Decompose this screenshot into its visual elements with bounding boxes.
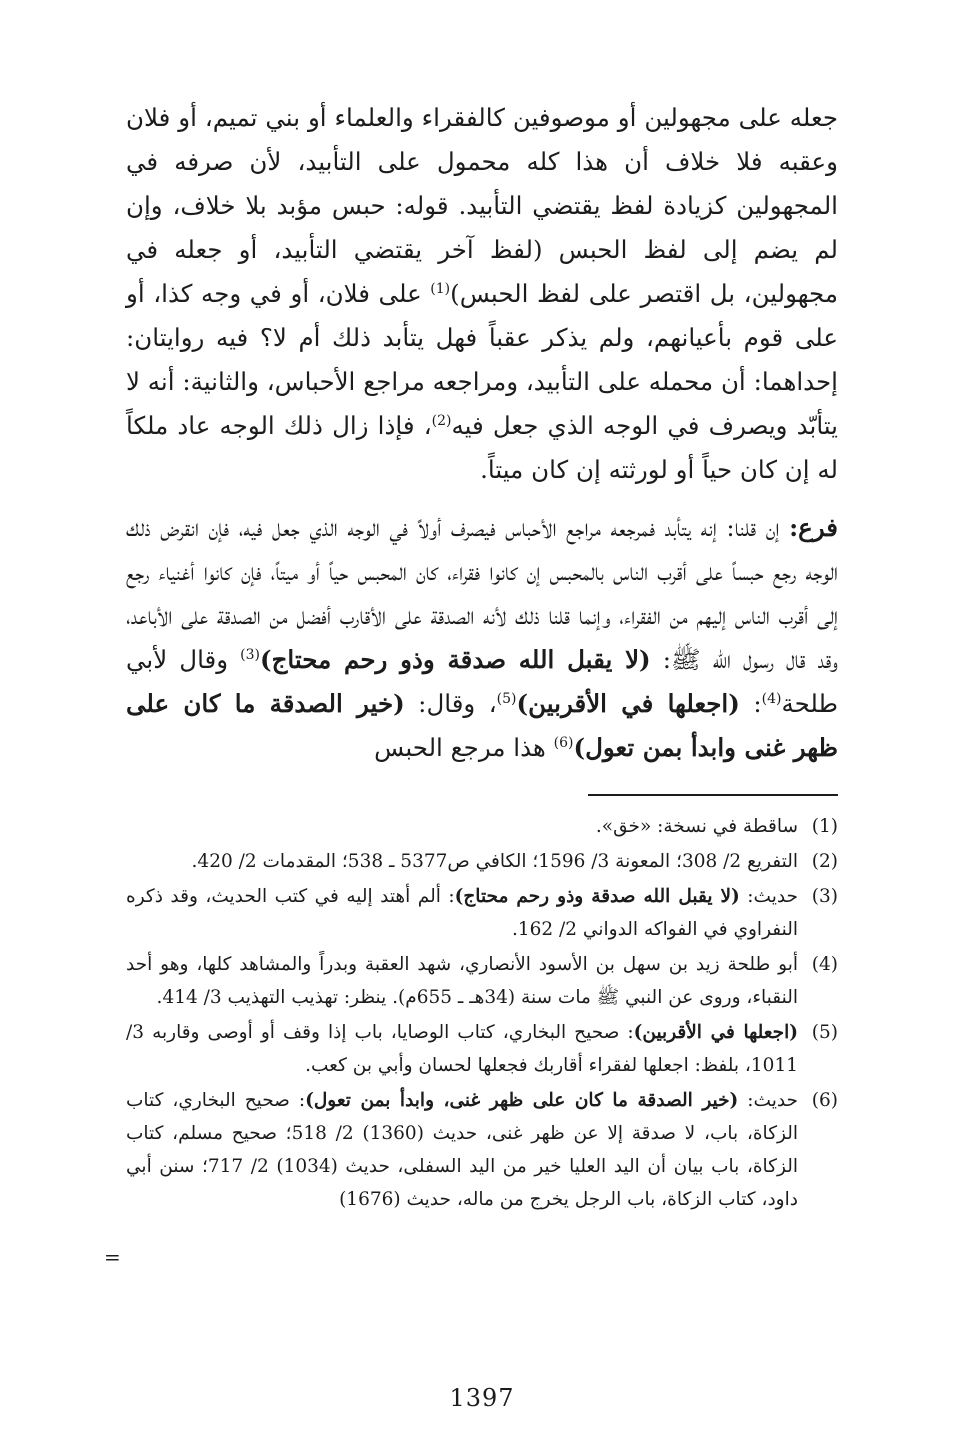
footnote-4 (126, 948, 838, 1014)
page (104, 96, 839, 1412)
footnote-bold-quote: (خير الصدقة ما كان على ظهر غنى، وابدأ بمن تعول) (305, 1090, 739, 1111)
footnote-number: (5) (811, 1022, 838, 1043)
footnote-text-post: : صحيح البخاري، كتاب الوصايا، باب إذا وقف أو أوصى وقاربه 3/ 1011، بلفظ: اجعلها لفقراء أقاربك فجعلها لحسان وأبي بن كعب. (126, 1022, 798, 1076)
paragraph-1 (126, 96, 838, 492)
footnote-number: (6) (811, 1090, 838, 1111)
footnote-ref-5: (5) (496, 690, 517, 707)
hadith-quote-3: (خير الصدقة ما كان على ظهر غنى وابدأ بمن تعول) (126, 689, 838, 762)
footnote-1 (126, 810, 838, 843)
paragraph-2-text-b: وقال لأبي طلحة (126, 645, 839, 718)
footnote-text-post: : ألم أهتد إليه في كتب الحديث، وقد ذكره النفراوي في الفواكه الدواني 2/ 162. (126, 886, 798, 940)
footnote-bold-quote: (لا يقبل الله صدقة وذو رحم محتاج) (454, 886, 740, 907)
footnote-2 (126, 845, 838, 878)
footnote-ref-4: (4) (761, 690, 782, 707)
paragraph-2 (126, 506, 838, 770)
footnote-divider (588, 794, 838, 796)
page-number: 1397 (449, 1384, 515, 1412)
hadith-quote-2: (اجعلها في الأقربين) (516, 689, 740, 718)
footnote-number: (2) (811, 851, 838, 872)
footnote-text (126, 810, 798, 843)
footnote-ref-2: (2) (431, 412, 452, 429)
paragraph-1-text-a: جعله على مجهولين أو موصوفين كالفقراء والعلماء أو بني تميم، أو فلان وعقبه فلا خلاف أن هذا كله محمول على التأبيد، لأن صرفه في المجهولين كزيادة لفظ يقتضي التأبيد. قوله: حبس مؤبد بلا خلاف، وإن لم يضم إلى لفظ الحبس (لفظ آخر يقتضي التأبيد، أو جعله في مجهولين، بل اقتصر على لفظ الحبس) (126, 103, 838, 308)
footnote-text (126, 948, 798, 1014)
footnote-number: (4) (811, 954, 838, 975)
continuation-mark: = (104, 1245, 121, 1269)
footnote-text (126, 880, 798, 946)
footnote-6 (126, 1084, 838, 1216)
footnote-text-pre: أبو طلحة زيد بن سهل بن الأسود الأنصاري، شهد العقبة وبدراً والمشاهد كلها، وهو أحد النقباء، وروى عن النبي ﷺ مات سنة (34هـ ـ 655م). ينظر: تهذيب التهذيب 3/ 414. (126, 954, 798, 1008)
footnote-ref-6: (6) (553, 734, 574, 751)
footnote-bold-quote: (اجعلها في الأقربين) (633, 1022, 798, 1043)
paragraph-1-text-b: على فلان، أو في وجه كذا، أو على قوم بأعيانهم، ولم يذكر عقباً فهل يتأبد ذلك أم لا؟ فيه روايتان: إحداهما: أن محمله على التأبيد، ومراجعه مراجع الأحباس، والثانية: أنه لا يتأبّد ويصرف في الوجه الذي جعل فيه (126, 279, 838, 440)
footnote-text-pre: حديث: (738, 1090, 798, 1111)
footnote-ref-3: (3) (240, 646, 261, 663)
footnote-5 (126, 1016, 838, 1082)
footnote-text (126, 1016, 798, 1082)
paragraph-1-text-c: ، فإذا زال ذلك الوجه عاد ملكاً له إن كان حياً أو لورثته إن كان ميتاً. (126, 411, 838, 484)
paragraph-2-text-e: هذا مرجع الحبس (374, 733, 554, 762)
footnote-text-post: : صحيح البخاري، كتاب الزكاة، باب، لا صدقة إلا عن ظهر غنى، حديث (1360) 2/ 518؛ صحيح مسلم، كتاب الزكاة، باب بيان أن اليد العليا خير من اليد السفلى، حديث (1034) 2/ 717؛ سنن أبي داود، كتاب الزكاة، باب الرجل يخرج من ماله، حديث (1676) (126, 1090, 798, 1210)
main-text (126, 96, 838, 770)
hadith-quote-1: (لا يقبل الله صدقة وذو رحم محتاج) (260, 645, 651, 674)
footnote-text (126, 1084, 798, 1216)
paragraph-2-text-a: إن قلنا: إنه يتأبد فمرجعه مراجع الأحباس فيصرف أولاً في الوجه الذي جعل فيه، فإن انقرض ذلك الوجه رجع حبساً على أقرب الناس بالمحبس إن كانوا فقراء، كان المحبس حياً أو ميتاً، فإن كانوا أغنياء رجع إلى أقرب الناس إليهم من الفقراء، وإنما قلنا ذلك لأنه الصدقة على الأقارب أفضل من الصدقة على الأباعد، وقد قال رسول الله ﷺ: (126, 513, 838, 674)
paragraph-2-text-d: ، وقال: (404, 689, 497, 718)
paragraph-2-text-c: : (739, 689, 762, 718)
footnote-text-pre: التفريع 2/ 308؛ المعونة 3/ 1596؛ الكافي ص5377 ـ 538؛ المقدمات 2/ 420. (191, 851, 798, 872)
footnote-text (126, 845, 798, 878)
paragraph-2-lead: فرع: (789, 513, 838, 542)
footnote-text-pre: ساقطة في نسخة: «خق». (595, 816, 798, 837)
footnote-number: (3) (811, 886, 838, 907)
footnote-ref-1: (1) (430, 280, 451, 297)
footnote-3 (126, 880, 838, 946)
footnote-text-pre: حديث: (739, 886, 798, 907)
footnotes (126, 810, 838, 1216)
footnote-number: (1) (811, 816, 838, 837)
